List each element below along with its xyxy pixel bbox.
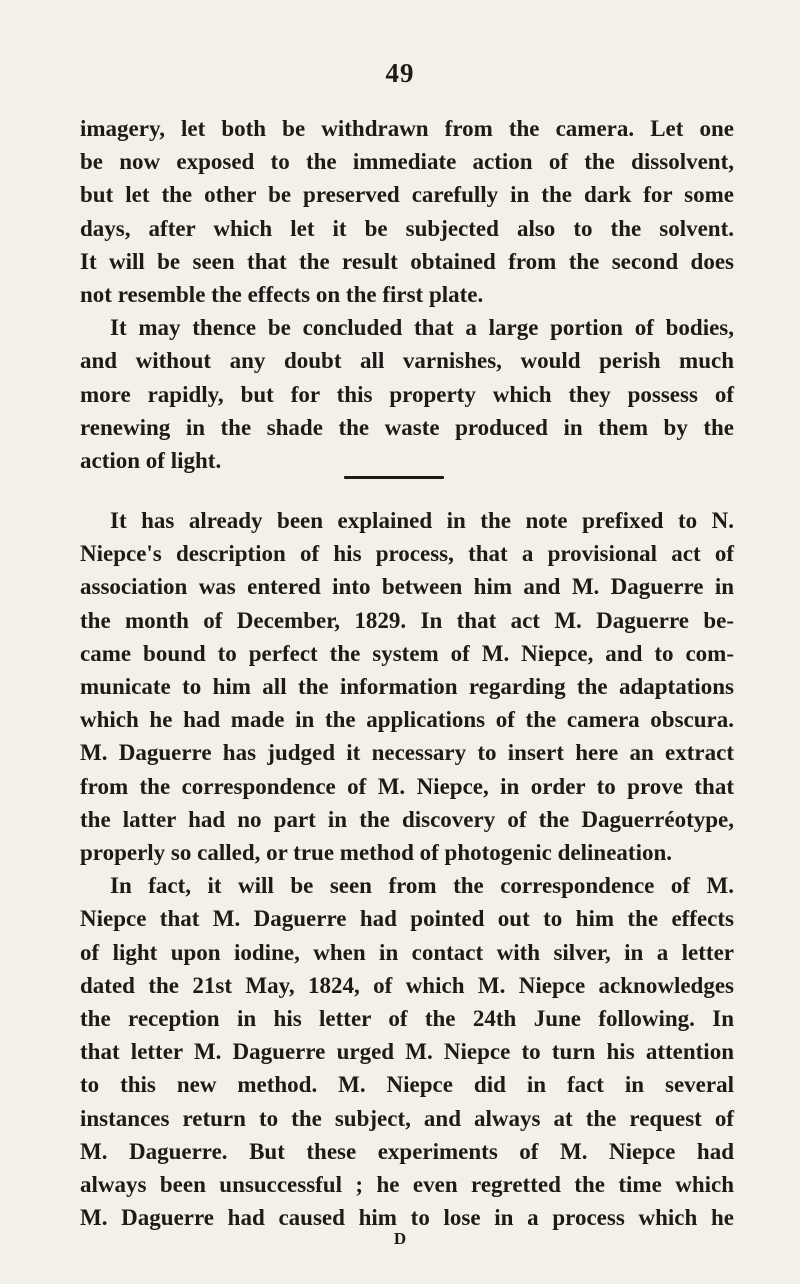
paragraph [80, 869, 734, 1234]
text-line: the latter had no part in the discovery of the Daguerréotype, [80, 806, 734, 832]
text-line: more rapidly, but for this property which they possess of [80, 381, 734, 407]
paragraph [80, 311, 734, 477]
text-line: It may thence be concluded that a large portion of bodies, [110, 315, 734, 341]
text-line: to this new method. M. Niepce did in fact in several [80, 1072, 734, 1098]
text-line: not resemble the effects on the first plate. [80, 282, 484, 308]
text-line: always been unsuccessful ; he even regretted the time which [80, 1172, 734, 1198]
text-block-upper [80, 112, 734, 477]
text-line: Niepce that M. Daguerre had pointed out to him the effects [80, 906, 734, 932]
text-line: action of light. [80, 448, 222, 474]
text-line: the month of December, 1829. In that act M. Daguerre be- [80, 607, 734, 633]
text-line: M. Daguerre has judged it necessary to insert here an extract [80, 740, 734, 766]
text-line: renewing in the shade the waste produced in them by the [80, 414, 734, 440]
text-line: which he had made in the applications of the camera obscura. [80, 707, 734, 733]
text-line: dated the 21st May, 1824, of which M. Niepce acknowledges [80, 972, 734, 998]
text-line: In fact, it will be seen from the correspondence of M. [110, 873, 734, 899]
text-line: municate to him all the information regarding the adaptations [80, 674, 734, 700]
text-line: M. Daguerre. But these experiments of M. Niepce had [80, 1138, 734, 1164]
text-line: of light upon iodine, when in contact with silver, in a letter [80, 939, 734, 965]
text-line: the reception in his letter of the 24th June following. In [80, 1006, 734, 1032]
text-line: instances return to the subject, and always at the request of [80, 1105, 734, 1131]
text-line: M. Daguerre had caused him to lose in a process which he [80, 1205, 734, 1231]
text-line: It has already been explained in the note prefixed to N. [110, 508, 734, 533]
section-divider [344, 476, 444, 479]
text-line: be now exposed to the immediate action of the dissolvent, [80, 149, 734, 175]
page-number: 49 [385, 58, 415, 88]
text-line: properly so called, or true method of photogenic delineation. [80, 840, 673, 866]
text-line: that letter M. Daguerre urged M. Niepce to turn his attention [80, 1039, 734, 1065]
text-line: but let the other be preserved carefully in the dark for some [80, 182, 734, 208]
text-line: from the correspondence of M. Niepce, in order to prove that [80, 773, 734, 799]
text-line: It will be seen that the result obtained from the second does [80, 248, 734, 274]
text-block-lower [80, 504, 734, 1234]
text-line: and without any doubt all varnishes, would perish much [80, 348, 734, 374]
text-line: imagery, let both be withdrawn from the camera. Let one [80, 116, 734, 141]
paragraph [80, 112, 734, 311]
text-line: came bound to perfect the system of M. Niepce, and to com- [80, 640, 734, 666]
paragraph [80, 504, 734, 869]
printer-signature-mark: D [393, 1229, 407, 1248]
text-line: Niepce's description of his process, that a provisional act of [80, 541, 734, 567]
text-line: association was entered into between him and M. Daguerre in [80, 574, 734, 600]
text-line: days, after which let it be subjected also to the solvent. [80, 215, 734, 241]
